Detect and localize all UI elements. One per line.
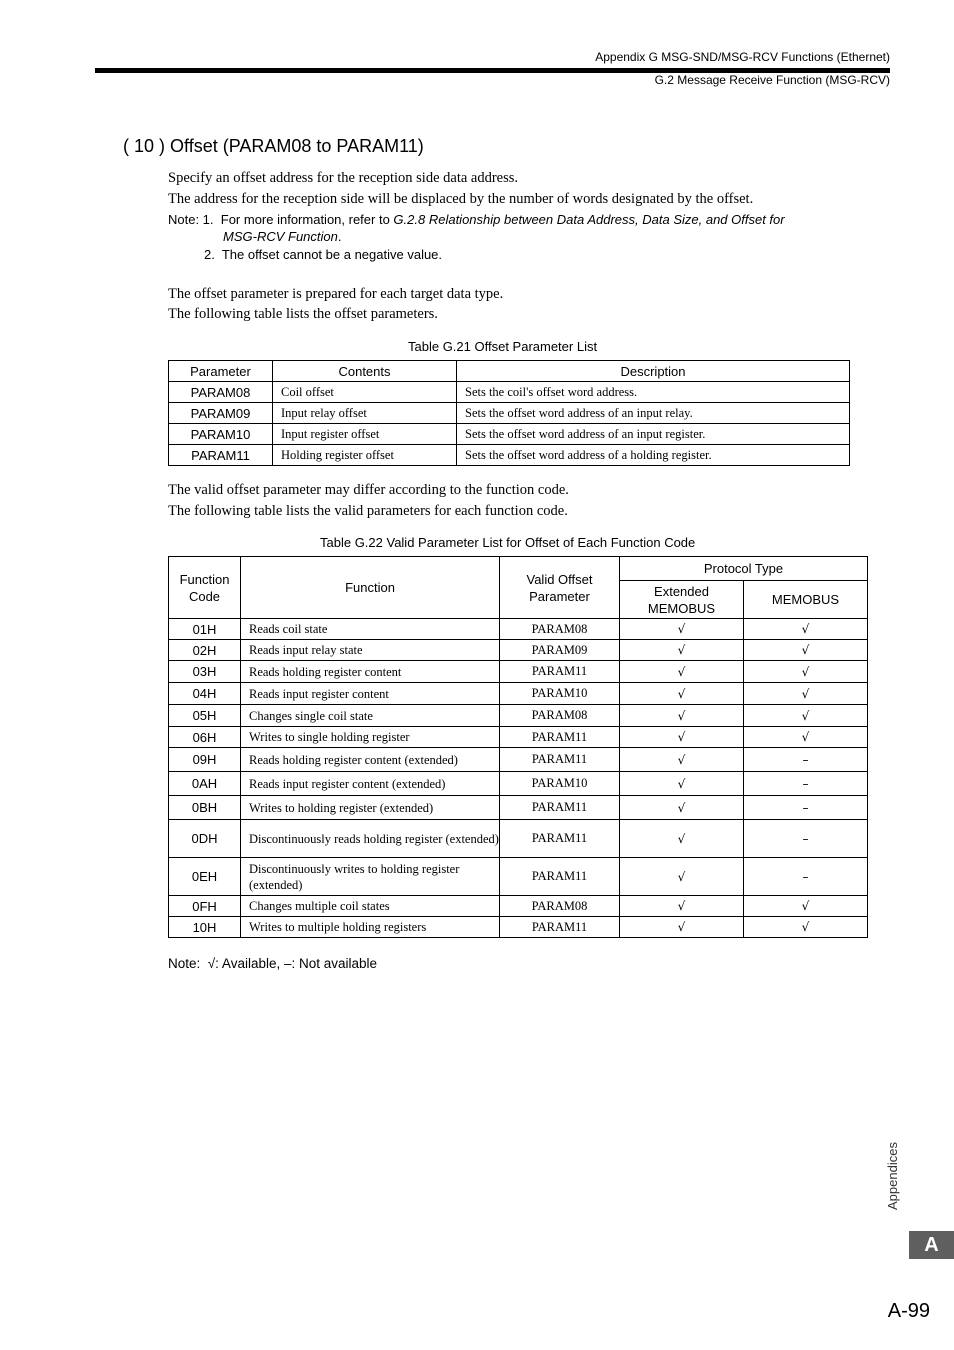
column-header-function-code: Function Code [169, 557, 241, 619]
valid-parameter-cell: PARAM08 [500, 896, 620, 917]
extended-memobus-cell: √ [620, 820, 744, 858]
function-code-cell: 04H [169, 683, 241, 705]
function-code-cell: 03H [169, 661, 241, 683]
extended-memobus-cell: √ [620, 683, 744, 705]
function-cell: Writes to single holding register [241, 727, 500, 748]
description-cell: Sets the offset word address of an input relay. [457, 403, 850, 424]
table-row [169, 820, 868, 858]
extended-memobus-cell: √ [620, 917, 744, 938]
column-header-protocol-type: Protocol Type [620, 557, 868, 581]
table-row [169, 772, 868, 796]
appendices-side-label: Appendices [885, 1142, 900, 1210]
table-row [169, 403, 850, 424]
extended-memobus-cell: √ [620, 896, 744, 917]
table-header-row [169, 557, 868, 581]
valid-parameter-cell: PARAM10 [500, 683, 620, 705]
valid-parameter-cell: PARAM11 [500, 820, 620, 858]
function-code-table [168, 556, 868, 938]
table-row [169, 683, 868, 705]
extended-memobus-cell: √ [620, 796, 744, 820]
function-cell: Changes single coil state [241, 705, 500, 727]
column-header-function: Function [241, 557, 500, 619]
description-cell: Sets the offset word address of a holding register. [457, 445, 850, 466]
column-header-extended-memobus: Extended MEMOBUS [620, 581, 744, 619]
parameter-cell: PARAM08 [169, 382, 273, 403]
extended-memobus-cell: √ [620, 748, 744, 772]
extended-memobus-cell: √ [620, 858, 744, 896]
function-code-cell: 02H [169, 640, 241, 661]
contents-cell: Coil offset [273, 382, 457, 403]
header-section-title: G.2 Message Receive Function (MSG-RCV) [654, 73, 890, 87]
table-row [169, 705, 868, 727]
table-22-caption: Table G.22 Valid Parameter List for Offset of Each Function Code [320, 535, 696, 550]
column-header: Description [457, 361, 850, 382]
function-code-cell: 01H [169, 619, 241, 640]
extended-memobus-cell: √ [620, 772, 744, 796]
column-header-memobus: MEMOBUS [744, 581, 868, 619]
note-2: 2. The offset cannot be a negative value. [204, 247, 443, 262]
note-1-period: . [337, 229, 342, 244]
function-code-cell: 0BH [169, 796, 241, 820]
memobus-cell: √ [744, 896, 868, 917]
function-cell: Changes multiple coil states [241, 896, 500, 917]
memobus-cell: – [744, 796, 868, 820]
function-code-cell: 10H [169, 917, 241, 938]
parameter-cell: PARAM11 [169, 445, 273, 466]
table-row [169, 619, 868, 640]
parameter-cell: PARAM09 [169, 403, 273, 424]
function-code-cell: 05H [169, 705, 241, 727]
valid-parameter-cell: PARAM08 [500, 705, 620, 727]
memobus-cell: √ [744, 727, 868, 748]
function-cell: Writes to holding register (extended) [241, 796, 500, 820]
section-title: ( 10 ) Offset (PARAM08 to PARAM11) [123, 136, 424, 156]
table-row [169, 748, 868, 772]
function-cell: Reads coil state [241, 619, 500, 640]
function-cell: Reads input register content [241, 683, 500, 705]
offset-parameter-table [168, 360, 850, 466]
valid-parameter-cell: PARAM11 [500, 858, 620, 896]
valid-parameter-cell: PARAM11 [500, 727, 620, 748]
memobus-cell: – [744, 858, 868, 896]
function-cell: Writes to multiple holding registers [241, 917, 500, 938]
table-row [169, 661, 868, 683]
memobus-cell: √ [744, 640, 868, 661]
function-cell: Discontinuously writes to holding register (extended) [241, 858, 500, 896]
function-code-cell: 06H [169, 727, 241, 748]
table-row [169, 896, 868, 917]
paragraph: The offset parameter is prepared for each target data type. [168, 286, 504, 302]
extended-memobus-cell: √ [620, 727, 744, 748]
table-row [169, 382, 850, 403]
valid-parameter-cell: PARAM08 [500, 619, 620, 640]
extended-memobus-cell: √ [620, 661, 744, 683]
function-code-cell: 0FH [169, 896, 241, 917]
function-code-cell: 09H [169, 748, 241, 772]
table-row [169, 917, 868, 938]
table-row [169, 796, 868, 820]
table-row [169, 424, 850, 445]
memobus-cell: – [744, 772, 868, 796]
function-cell: Reads holding register content [241, 661, 500, 683]
appendix-tab-marker[interactable]: A [909, 1231, 954, 1259]
valid-parameter-cell: PARAM11 [500, 917, 620, 938]
memobus-cell: √ [744, 661, 868, 683]
valid-parameter-cell: PARAM10 [500, 772, 620, 796]
note-1-reference-link-cont[interactable]: MSG-RCV Function [223, 229, 338, 244]
memobus-cell: √ [744, 683, 868, 705]
description-cell: Sets the offset word address of an input register. [457, 424, 850, 445]
table-header-row [169, 361, 850, 382]
note-1-prefix: Note: 1. For more information, refer to [168, 212, 394, 227]
header-chapter-title: Appendix G MSG-SND/MSG-RCV Functions (Ethernet) [595, 50, 890, 64]
memobus-cell: – [744, 748, 868, 772]
memobus-cell: – [744, 820, 868, 858]
function-cell: Reads input relay state [241, 640, 500, 661]
valid-parameter-cell: PARAM09 [500, 640, 620, 661]
extended-memobus-cell: √ [620, 619, 744, 640]
extended-memobus-cell: √ [620, 705, 744, 727]
column-header: Contents [273, 361, 457, 382]
table-row [169, 858, 868, 896]
page-number: A-99 [887, 1300, 930, 1322]
table-row [169, 640, 868, 661]
paragraph: The valid offset parameter may differ according to the function code. [168, 482, 569, 498]
function-cell: Reads holding register content (extended) [241, 748, 500, 772]
paragraph: The following table lists the offset parameters. [168, 306, 438, 322]
valid-parameter-cell: PARAM11 [500, 748, 620, 772]
contents-cell: Input relay offset [273, 403, 457, 424]
note-1-continued [223, 229, 342, 245]
parameter-cell: PARAM10 [169, 424, 273, 445]
description-cell: Sets the coil's offset word address. [457, 382, 850, 403]
function-code-cell: 0EH [169, 858, 241, 896]
contents-cell: Holding register offset [273, 445, 457, 466]
table-row [169, 445, 850, 466]
memobus-cell: √ [744, 619, 868, 640]
function-code-cell: 0AH [169, 772, 241, 796]
function-cell: Discontinuously reads holding register (extended) [241, 820, 500, 858]
paragraph: The following table lists the valid parameters for each function code. [168, 503, 568, 519]
note-1 [168, 212, 785, 228]
table-22-legend-note: Note: √: Available, –: Not available [168, 956, 378, 971]
valid-parameter-cell: PARAM11 [500, 661, 620, 683]
paragraph: The address for the reception side will be displaced by the number of words designated by the offset. [168, 191, 754, 207]
contents-cell: Input register offset [273, 424, 457, 445]
column-header-valid-offset: Valid Offset Parameter [500, 557, 620, 619]
paragraph: Specify an offset address for the reception side data address. [168, 170, 519, 186]
memobus-cell: √ [744, 917, 868, 938]
valid-parameter-cell: PARAM11 [500, 796, 620, 820]
memobus-cell: √ [744, 705, 868, 727]
function-code-cell: 0DH [169, 820, 241, 858]
extended-memobus-cell: √ [620, 640, 744, 661]
column-header: Parameter [169, 361, 273, 382]
function-cell: Reads input register content (extended) [241, 772, 500, 796]
table-21-caption: Table G.21 Offset Parameter List [408, 339, 598, 354]
table-row [169, 727, 868, 748]
note-1-reference-link[interactable]: G.2.8 Relationship between Data Address, Data Size, and Offset for [393, 212, 785, 227]
